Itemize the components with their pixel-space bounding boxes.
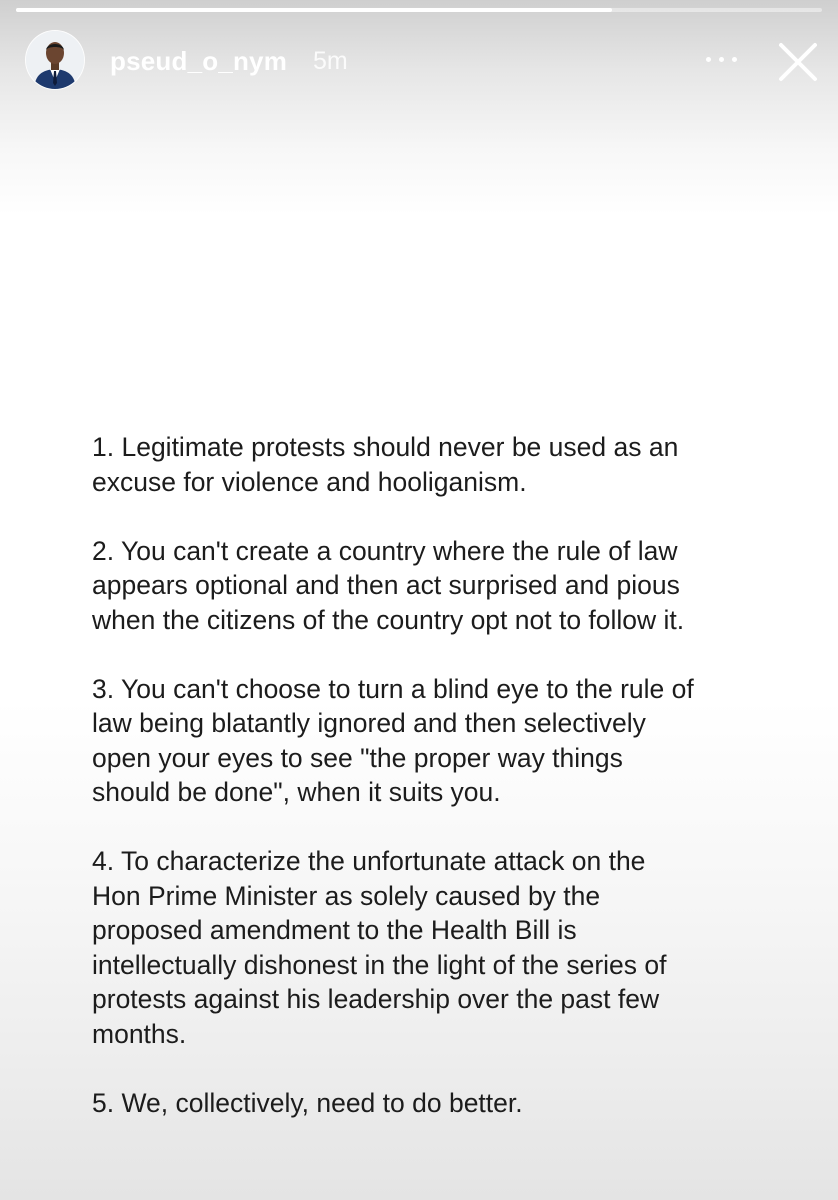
story-point-1: 1. Legitimate protests should never be used as an excuse for violence and hooliganism.: [92, 432, 679, 497]
more-options-button[interactable]: [700, 44, 744, 74]
story-point-2: 2. You can't create a country where the rule of law appears optional and then act surprised and pious when the citizens of the country opt not to follow it.: [92, 535, 685, 635]
story-progress-bar: [16, 8, 822, 12]
post-time: 5m: [313, 47, 348, 75]
story-point-4: 4. To characterize the unfortunate attack on the Hon Prime Minister as solely caused by the proposed amendment to the Health Bill is intellectually dishonest in the light of the series of protests against his leadership over the past few months.: [92, 846, 667, 1049]
more-horizontal-icon: [706, 57, 711, 62]
more-horizontal-icon-dot: [719, 57, 724, 62]
more-horizontal-icon-dot: [732, 57, 737, 62]
story-progress-fill: [16, 8, 612, 12]
close-button[interactable]: [772, 36, 824, 88]
story-point-5: 5. We, collectively, need to do better.: [92, 1087, 523, 1118]
story-text-body: [92, 430, 782, 1155]
story-header: [0, 26, 838, 98]
story-point-3: 3. You can't choose to turn a blind eye to the rule of law being blatantly ignored and then selectively open your eyes to see "the proper way things should be done", when it suits you.: [92, 673, 694, 807]
close-icon: [772, 36, 824, 88]
username[interactable]: pseud_o_nym: [110, 46, 288, 76]
profile-photo-icon: [26, 31, 84, 89]
avatar[interactable]: [25, 30, 85, 90]
